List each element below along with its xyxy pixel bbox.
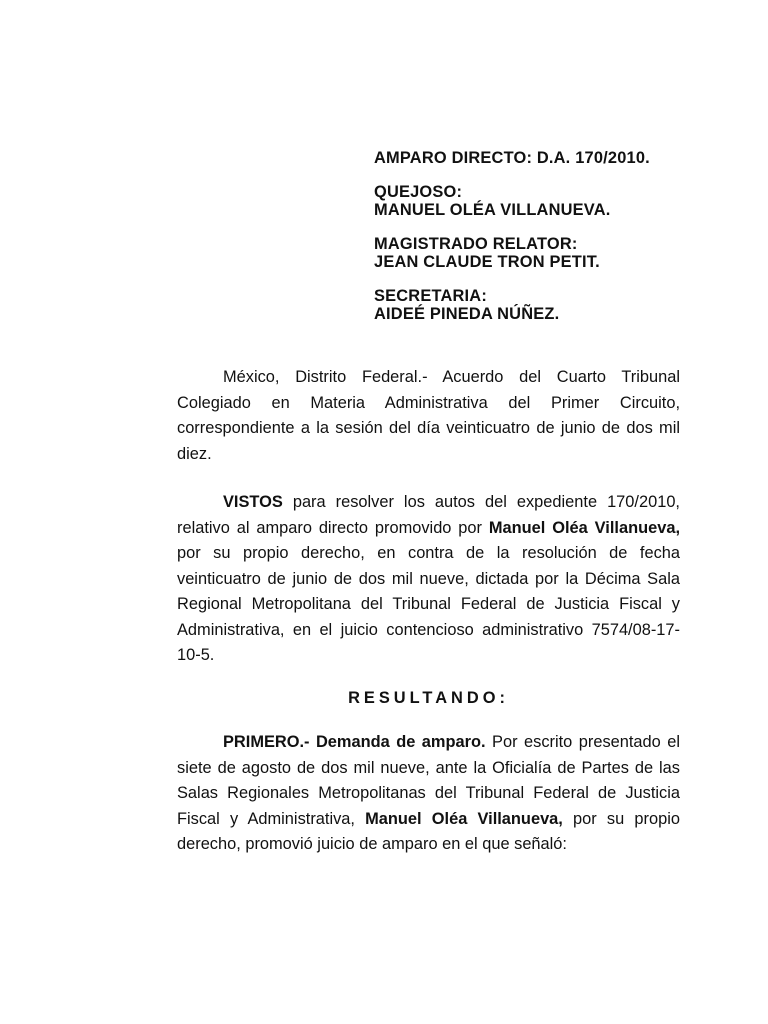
secretaria-name: AIDEÉ PINEDA NÚÑEZ. (374, 305, 560, 323)
magistrado-name: JEAN CLAUDE TRON PETIT. (374, 253, 600, 271)
quejoso-label: QUEJOSO: (374, 183, 463, 201)
vistos-paragraph (177, 490, 680, 669)
section-title: RESULTANDO: (348, 689, 509, 707)
magistrado-label: MAGISTRADO RELATOR: (374, 235, 578, 253)
intro-paragraph (177, 365, 680, 467)
magistrado-group (374, 235, 650, 271)
amparo-number: AMPARO DIRECTO: D.A. 170/2010. (374, 149, 650, 167)
quejoso-group (374, 183, 650, 219)
primero-heading: PRIMERO.- Demanda de amparo. (223, 733, 486, 751)
vistos-text (177, 490, 680, 669)
primero-text-b: por su propio derecho, promovió juicio de amparo en el que señaló: (177, 809, 680, 853)
vistos-text-b: por su propio derecho, en contra de la resolución de fecha veinticuatro de junio de dos mil nueve, dictada por la Décima Sala Regional Metropolitana del Tribunal Federal de Justicia Fiscal y Administrativa, en el juicio contencioso administrativo 7574/08-17-10-5. (177, 544, 680, 664)
primero-text (177, 730, 680, 858)
primero-text-a: Por escrito presentado el siete de agosto de dos mil nueve, ante la Oficialía de Partes de las Salas Regionales Metropolitanas del Tribunal Federal de Justicia Fiscal y Administrativa, (177, 733, 680, 828)
vistos-keyword: VISTOS (223, 493, 283, 511)
primero-paragraph (177, 730, 680, 858)
quejoso-name: MANUEL OLÉA VILLANUEVA. (374, 201, 611, 219)
primero-party-name: Manuel Oléa Villanueva, (365, 809, 563, 828)
case-header (374, 149, 650, 339)
vistos-text-a: para resolver los autos del expediente 170/2010, relativo al amparo directo promovido por (177, 493, 680, 537)
vistos-party-name: Manuel Oléa Villanueva, (488, 518, 680, 537)
intro-text: México, Distrito Federal.- Acuerdo del Cuarto Tribunal Colegiado en Materia Administrativa del Primer Circuito, correspondiente a la sesión del día veinticuatro de junio de dos mil diez. (177, 368, 680, 463)
secretaria-group (374, 287, 650, 323)
amparo-group (374, 149, 650, 167)
secretaria-label: SECRETARIA: (374, 287, 487, 305)
